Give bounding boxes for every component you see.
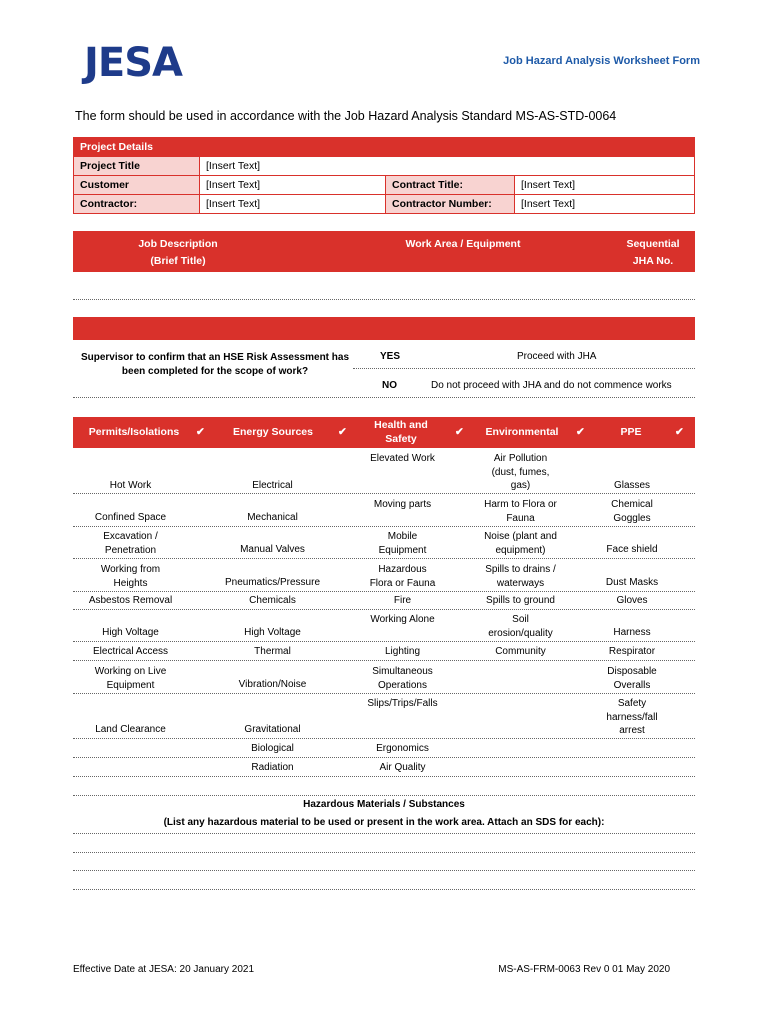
row-line xyxy=(73,493,695,494)
hs-simul-line2: Operations xyxy=(378,679,427,691)
supervisor-divider xyxy=(353,368,695,369)
no-action: Do not proceed with JHA and do not commence works xyxy=(431,380,672,391)
row-line xyxy=(73,660,695,661)
ppe-chemical-goggles[interactable] xyxy=(590,498,674,525)
health-header-line1: Health and xyxy=(374,419,428,431)
ppe-face-shield[interactable]: Face shield xyxy=(606,544,658,555)
hs-hazflora-line1: Hazardous xyxy=(378,564,427,575)
env-air-line1: Air Pollution xyxy=(493,453,548,464)
row-line xyxy=(73,693,695,694)
energy-vibration[interactable]: Vibration/Noise xyxy=(238,679,307,690)
env-noise-line2: equipment) xyxy=(495,544,546,556)
yes-action: Proceed with JHA xyxy=(517,351,597,362)
row-line xyxy=(73,609,695,610)
ppe-harness[interactable]: Harness xyxy=(613,627,651,638)
permit-heights-line2: Heights xyxy=(113,577,148,589)
contractor-label: Contractor: xyxy=(74,195,200,214)
ppe-check-icon[interactable]: ✔ xyxy=(675,426,684,438)
env-soil-erosion[interactable] xyxy=(468,613,573,640)
env-soil-line1: Soil xyxy=(512,614,529,625)
hs-elevated-work[interactable]: Elevated Work xyxy=(370,453,435,464)
jesa-logo: JESA xyxy=(84,40,182,86)
hazmat-entry-line[interactable] xyxy=(73,852,695,853)
permit-land-clearance[interactable]: Land Clearance xyxy=(95,724,166,735)
row-line xyxy=(73,641,695,642)
supervisor-bottom-line xyxy=(73,397,695,398)
contract-title-field[interactable]: [Insert Text] xyxy=(515,176,695,195)
env-air-line2: (dust, fumes, xyxy=(491,466,550,478)
environmental-header: Environmental xyxy=(485,426,559,438)
hs-hazardous-flora[interactable] xyxy=(350,563,455,590)
customer-label: Customer xyxy=(74,176,200,195)
document-reference: MS-AS-FRM-0063 Rev 0 01 May 2020 xyxy=(498,964,670,975)
hs-simultaneous-ops[interactable] xyxy=(350,665,455,692)
job-entry-line[interactable] xyxy=(73,299,695,300)
ppe-dust-masks[interactable]: Dust Masks xyxy=(605,577,659,588)
hs-lighting[interactable]: Lighting xyxy=(384,646,421,657)
permit-live-line1: Working on Live xyxy=(94,666,167,677)
env-spills-line2: waterways xyxy=(496,577,545,589)
supervisor-question xyxy=(80,351,350,378)
env-noise-line1: Noise (plant and xyxy=(484,531,557,542)
env-air-line3: gas) xyxy=(510,480,531,491)
hazmat-entry-line[interactable] xyxy=(73,889,695,890)
project-title-label: Project Title xyxy=(74,157,200,176)
row-line xyxy=(73,591,695,592)
row-line xyxy=(73,526,695,527)
sequential-jha-subtitle: JHA No. xyxy=(632,255,674,267)
ppe-safety-line2: harness/fall xyxy=(606,711,658,723)
job-header-bar xyxy=(73,231,695,272)
supervisor-question-line1: Supervisor to confirm that an HSE Risk Assessment has xyxy=(80,352,350,363)
project-details-table xyxy=(73,137,695,214)
ppe-respirator[interactable]: Respirator xyxy=(608,646,656,657)
health-header xyxy=(361,418,441,446)
permit-electrical-access[interactable]: Electrical Access xyxy=(92,646,169,657)
ppe-disposable-overalls[interactable] xyxy=(590,665,674,692)
hs-mobile-line1: Mobile xyxy=(387,531,418,542)
energy-gravitational[interactable]: Gravitational xyxy=(244,724,301,735)
job-description-title: Job Description xyxy=(138,238,218,250)
hs-moving-parts[interactable]: Moving parts xyxy=(373,499,432,510)
env-soil-line2: erosion/quality xyxy=(488,627,553,639)
energy-radiation[interactable]: Radiation xyxy=(251,762,294,773)
hazmat-instruction: (List any hazardous material to be used or present in the work area. Attach an SDS for each): xyxy=(163,817,605,828)
energy-manual-valves[interactable]: Manual Valves xyxy=(240,544,305,555)
ppe-gloves[interactable]: Gloves xyxy=(616,595,648,606)
env-harm-line1: Harm to Flora or xyxy=(484,499,557,510)
project-details-heading: Project Details xyxy=(74,138,695,157)
sequential-jha-header xyxy=(613,236,693,270)
energy-check-icon[interactable]: ✔ xyxy=(338,426,347,438)
ppe-safety-line1: Safety xyxy=(617,698,647,709)
ppe-header: PPE xyxy=(620,426,642,438)
energy-electrical[interactable]: Electrical xyxy=(252,480,293,491)
permit-heights-line1: Working from xyxy=(100,564,161,575)
contract-title-label: Contract Title: xyxy=(386,176,515,195)
energy-chemicals[interactable]: Chemicals xyxy=(249,595,296,606)
energy-mechanical[interactable]: Mechanical xyxy=(247,512,298,523)
ppe-safety-line3: arrest xyxy=(619,725,645,736)
hs-mobile-equipment[interactable] xyxy=(350,530,455,557)
row-line xyxy=(73,738,695,739)
hs-air-quality[interactable]: Air Quality xyxy=(379,762,426,773)
energy-header: Energy Sources xyxy=(233,426,313,438)
permit-confined-space[interactable]: Confined Space xyxy=(94,512,167,523)
permit-live-line2: Equipment xyxy=(106,679,155,691)
permit-live-equipment[interactable] xyxy=(73,665,188,692)
hazmat-entry-line[interactable] xyxy=(73,833,695,834)
contractor-number-field[interactable]: [Insert Text] xyxy=(515,195,695,214)
permit-excavation[interactable] xyxy=(73,530,188,557)
permit-high-voltage[interactable]: High Voltage xyxy=(102,627,159,638)
customer-field[interactable]: [Insert Text] xyxy=(200,176,386,195)
health-check-icon[interactable]: ✔ xyxy=(455,426,464,438)
env-harm-line2: Fauna xyxy=(506,512,535,524)
work-area-header: Work Area / Equipment xyxy=(405,238,521,250)
energy-pneumatics[interactable]: Pneumatics/Pressure xyxy=(224,577,321,588)
contractor-number-label: Contractor Number: xyxy=(386,195,515,214)
hazard-categories-bar xyxy=(73,417,695,448)
hs-mobile-line2: Equipment xyxy=(378,544,427,556)
permit-working-heights[interactable] xyxy=(73,563,188,590)
permit-excavation-line1: Excavation / xyxy=(103,531,158,542)
env-spills-line1: Spills to drains / xyxy=(485,564,556,575)
hazmat-title: Hazardous Materials / Substances xyxy=(303,799,465,810)
yes-option[interactable]: YES xyxy=(380,351,401,362)
ppe-overalls-line1: Disposable xyxy=(607,666,657,677)
hazmat-entry-line[interactable] xyxy=(73,870,695,871)
row-line xyxy=(73,757,695,758)
contractor-field[interactable]: [Insert Text] xyxy=(200,195,386,214)
hs-working-alone[interactable]: Working Alone xyxy=(370,614,435,625)
permit-excavation-line2: Penetration xyxy=(104,544,157,556)
env-community[interactable]: Community xyxy=(495,646,546,657)
ppe-glasses[interactable]: Glasses xyxy=(613,480,651,491)
health-header-line2: Safety xyxy=(385,433,417,445)
env-noise[interactable] xyxy=(468,530,573,557)
energy-thermal[interactable]: Thermal xyxy=(254,646,291,657)
env-air-pollution[interactable] xyxy=(468,452,573,493)
job-description-header xyxy=(118,236,238,270)
document-title: Job Hazard Analysis Worksheet Form xyxy=(503,55,700,67)
section-divider-bar xyxy=(73,317,695,340)
hs-ergonomics[interactable]: Ergonomics xyxy=(376,743,429,754)
env-harm-flora[interactable] xyxy=(468,498,573,525)
hs-simul-line1: Simultaneous xyxy=(372,666,433,677)
permits-header: Permits/Isolations xyxy=(88,426,180,438)
energy-high-voltage[interactable]: High Voltage xyxy=(244,627,301,638)
hs-slips-trips[interactable]: Slips/Trips/Falls xyxy=(367,698,438,709)
project-title-field[interactable]: [Insert Text] xyxy=(200,157,695,176)
ppe-goggles-line1: Chemical xyxy=(611,499,653,510)
env-spills-ground[interactable]: Spills to ground xyxy=(486,595,555,606)
env-spills-drains[interactable] xyxy=(468,563,573,590)
sequential-jha-title: Sequential xyxy=(626,238,680,250)
row-line xyxy=(73,558,695,559)
environmental-check-icon[interactable]: ✔ xyxy=(576,426,585,438)
permits-check-icon[interactable]: ✔ xyxy=(196,426,205,438)
job-description-subtitle: (Brief Title) xyxy=(150,255,206,267)
row-line xyxy=(73,776,695,777)
effective-date: Effective Date at JESA: 20 January 2021 xyxy=(73,964,255,975)
permit-asbestos[interactable]: Asbestos Removal xyxy=(88,595,173,606)
hazmat-top-line xyxy=(73,795,695,796)
ppe-overalls-line2: Overalls xyxy=(613,679,651,691)
ppe-safety-harness[interactable] xyxy=(590,697,674,738)
no-option[interactable]: NO xyxy=(382,380,397,391)
hs-hazflora-line2: Flora or Fauna xyxy=(369,577,436,589)
permit-hot-work[interactable]: Hot Work xyxy=(109,480,152,491)
energy-biological[interactable]: Biological xyxy=(251,743,294,754)
form-instruction: The form should be used in accordance with the Job Hazard Analysis Standard MS-AS-STD-0064 xyxy=(75,109,617,123)
hs-fire[interactable]: Fire xyxy=(393,595,412,606)
supervisor-question-line2: been completed for the scope of work? xyxy=(121,365,309,377)
ppe-goggles-line2: Goggles xyxy=(613,512,651,524)
